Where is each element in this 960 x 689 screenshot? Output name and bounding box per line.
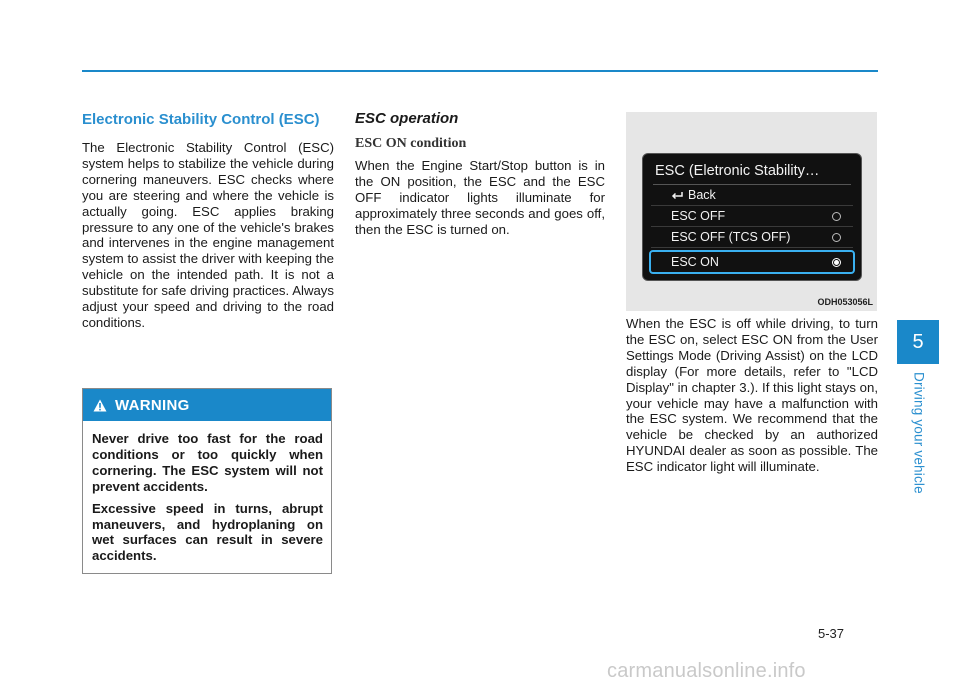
watermark: carmanualsonline.info [607,660,806,682]
esc-on-description: When the Engine Start/Stop button is in the ON position, the ESC and the ESC OFF indicator lights illuminate for approximately three seconds and goes off, then the ESC is turned on. [355,158,605,237]
radio-icon [832,212,841,221]
warning-body [83,421,331,564]
menu-esc-off[interactable] [651,206,853,227]
esc-on-condition-heading: ESC ON condition [355,136,467,151]
warning-header [83,389,331,421]
esc-on-instructions: When the ESC is off while driving, to turn the ESC on, select ESC ON from the User Settings Mode (Driving Assist) on the LCD display (For more details, refer to "LCD Display" in chapter 3.). If this light stays on, your vehicle may have a malfunction with the ESC system. We recommend that the vehicle be checked by an authorized HYUNDAI dealer as soon as possible. The ESC indicator light will illuminate. [626,316,878,475]
warning-paragraph-1: Never drive too fast for the road conditions or too quickly when cornering. The ESC system will not prevent accidents. [92,431,323,494]
page-number: 5-37 [818,626,845,641]
radio-icon [832,233,841,242]
section-heading: Electronic Stability Control (ESC) [82,111,320,128]
menu-esc-on[interactable] [649,250,855,274]
back-label: Back [688,188,716,202]
esc-description: The Electronic Stability Control (ESC) system helps to stabilize the vehicle during cornering maneuvers. ESC checks where you are steering and where the vehicle is actually going. ESC applies braking pressure to any one of the vehicle's brakes and intervenes in the engine management system to assist the driver with keeping the vehicle on the intended path. It is not a substitute for safe driving practices. Always adjust your speed and driving to the road conditions. [82,140,334,330]
option-label: ESC OFF (TCS OFF) [671,230,791,244]
left-column [82,112,334,331]
back-arrow-icon [671,191,683,200]
chapter-tab: 5 [897,320,939,364]
top-rule [82,70,878,72]
option-label: ESC OFF [671,209,726,223]
lcd-figure [626,112,877,311]
warning-paragraph-2: Excessive speed in turns, abrupt maneuvers, and hydroplaning on wet surfaces can result in severe accidents. [92,500,323,564]
radio-selected-icon [832,258,841,267]
menu-back[interactable] [651,185,853,206]
screen-title: ESC (Eletronic Stability… [655,163,820,178]
warning-title: WARNING [115,396,190,414]
right-column [626,316,878,475]
esc-operation-heading: ESC operation [355,110,459,127]
lcd-screen [642,153,862,281]
figure-code: ODH053056L [817,297,873,307]
warning-triangle-icon [93,399,107,412]
middle-column [355,110,605,238]
warning-box [82,388,332,574]
chapter-label: Driving your vehicle [911,372,927,494]
option-label: ESC ON [671,255,719,269]
menu-esc-off-tcs-off[interactable] [651,227,853,248]
